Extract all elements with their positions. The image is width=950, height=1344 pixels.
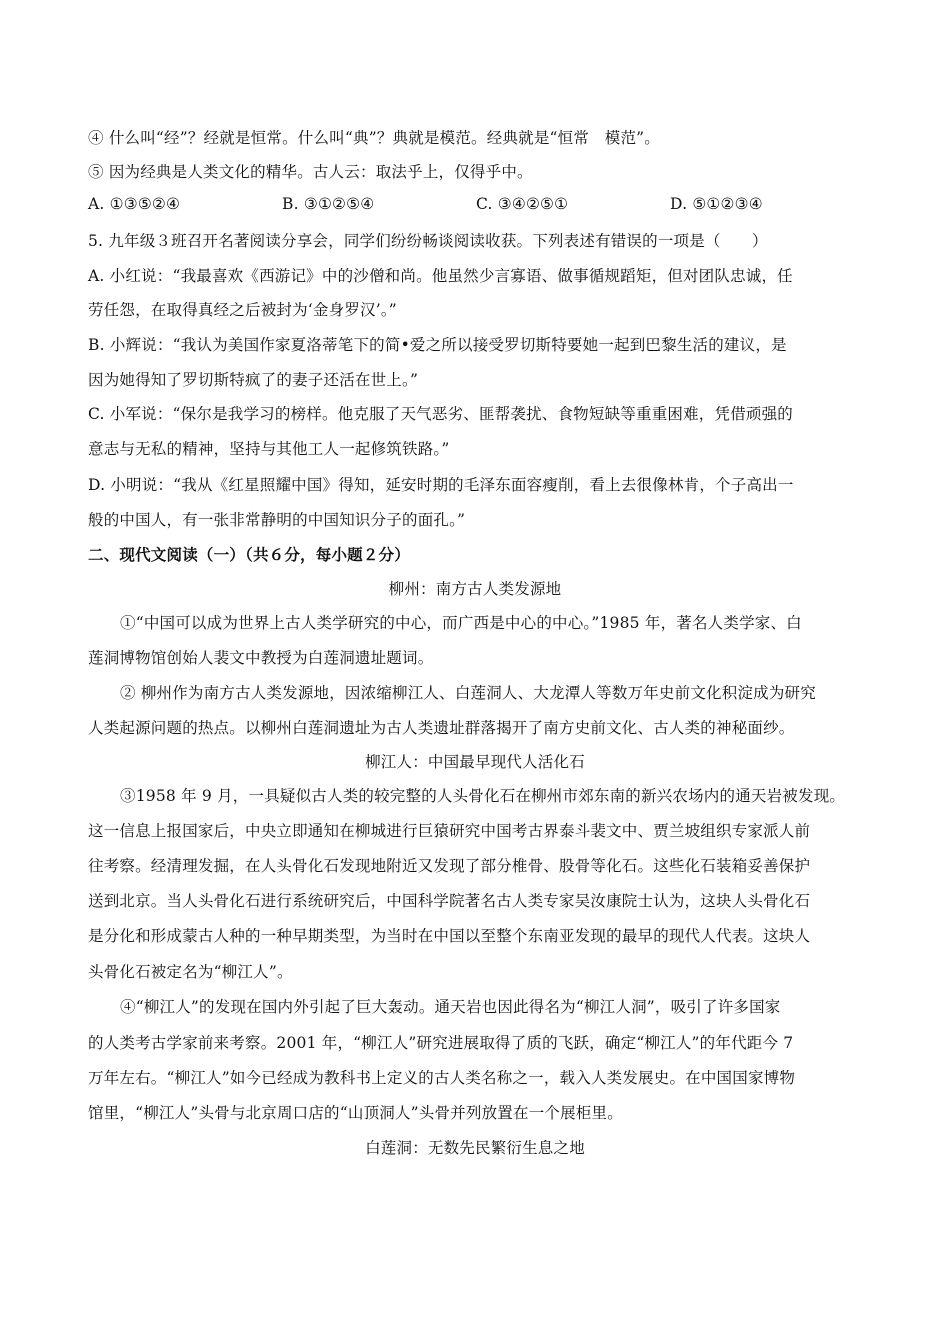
q5-option-d-line2: 般的中国人，有一张非常静明的中国知识分子的面孔。” <box>88 511 466 529</box>
prev-item-4: ④ 什么叫“经”？经就是恒常。什么叫“典”？典就是模范。经典就是“恒常 模范”。 <box>88 129 660 147</box>
section-2-heading: 二、现代文阅读（一）（共６分，每小题２分） <box>88 546 410 564</box>
prev-option-c: C. ③④②⑤① <box>476 195 569 213</box>
paragraph-4-line3: 万年左右。“柳江人”如今已经成为教科书上定义的古人类名称之一，载入人类发展史。在中国国家博物 <box>88 1069 796 1087</box>
q5-option-c-line2: 意志与无私的精神，坚持与其他工人一起修筑铁路。” <box>88 440 450 458</box>
q5-option-c-line1: C. 小军说：“保尔是我学习的榜样。他克服了天气恶劣、匪帮袭扰、食物短缺等重重困难，凭借顽强的 <box>88 405 793 423</box>
article-subtitle-3: 白莲洞：无数先民繁衍生息之地 <box>365 1139 585 1157</box>
paragraph-2-line2: 人类起源问题的热点。以柳州白莲洞遗址为古人类遗址群落揭开了南方史前文化、古人类的神秘面纱。 <box>88 719 795 737</box>
q5-option-a-line2: 劳任怨，在取得真经之后被封为‘金身罗汉’。” <box>88 301 397 319</box>
question-5-stem: 5. 九年级３班召开名著阅读分享会，同学们纷纷畅谈阅读收获。下列表述有错误的一项是（ ） <box>88 232 768 250</box>
paragraph-3-line2: 这一信息上报国家后，中央立即通知在柳城进行巨猿研究中国考古界泰斗裴文中、贾兰坡组织专家派人前 <box>88 822 811 840</box>
paragraph-3-line1: ③1958 年 9 月，一具疑似古人类的较完整的人头骨化石在柳州市郊东南的新兴农场内的通天岩被发现。 <box>120 787 846 805</box>
q5-option-b-line2: 因为她得知了罗切斯特疯了的妻子还活在世上。” <box>88 371 419 389</box>
article-subtitle-1: 柳州：南方古人类发源地 <box>388 580 562 598</box>
paragraph-1-line2: 莲洞博物馆创始人裴文中教授为白莲洞遗址题词。 <box>88 649 434 667</box>
article-subtitle-2: 柳江人：中国最早现代人活化石 <box>365 753 585 771</box>
prev-option-d: D. ⑤①②③④ <box>670 195 763 213</box>
paragraph-2-line1: ② 柳州作为南方古人类发源地，因浓缩柳江人、白莲洞人、大龙潭人等数万年史前文化积淀成为研究 <box>120 684 816 702</box>
paragraph-3-line5: 是分化和形成蒙古人种的一种早期类型，为当时在中国以至整个东南亚发现的最早的现代人代表。这块人 <box>88 927 811 945</box>
q5-option-a-line1: A. 小红说：“我最喜欢《西游记》中的沙僧和尚。他虽然少言寡语、做事循规蹈矩，但对团队忠诚，任 <box>88 267 793 285</box>
paragraph-3-line3: 往考察。经清理发掘，在人头骨化石发现地附近又发现了部分椎骨、股骨等化石。这些化石装箱妥善保护 <box>88 857 811 875</box>
paragraph-4-line4: 馆里，“柳江人”头骨与北京周口店的“山顶洞人”头骨并列放置在一个展柜里。 <box>88 1104 623 1122</box>
prev-item-5: ⑤ 因为经典是人类文化的精华。古人云：取法乎上，仅得乎中。 <box>88 163 533 181</box>
paragraph-1-line1: ①“中国可以成为世界上古人类学研究的中心，而广西是中心的中心。”1985 年，著名人类学家、白 <box>120 614 802 632</box>
q5-option-d-line1: D. 小明说：“我从《红星照耀中国》得知，延安时期的毛泽东面容瘦削，看上去很像林肯，个子高出一 <box>88 476 794 494</box>
prev-option-a: A. ①③⑤②④ <box>88 195 181 213</box>
q5-option-b-line1: B. 小辉说：“我认为美国作家夏洛蒂笔下的简•爱之所以接受罗切斯特要她一起到巴黎生活的建议，是 <box>88 336 787 354</box>
paragraph-4-line2: 的人类考古学家前来考察。2001 年，“柳江人”研究进展取得了质的飞跃，确定“柳江人”的年代距今 7 <box>88 1034 794 1052</box>
paragraph-3-line4: 送到北京。当人头骨化石进行系统研究后，中国科学院著名古人类专家吴汝康院士认为，这块人头骨化石 <box>88 892 811 910</box>
paragraph-3-line6: 头骨化石被定名为“柳江人”。 <box>88 963 293 981</box>
paragraph-4-line1: ④“柳江人”的发现在国内外引起了巨大轰动。通天岩也因此得名为“柳江人洞”，吸引了许多国家 <box>120 998 781 1016</box>
prev-option-b: B. ③①②⑤④ <box>282 195 375 213</box>
